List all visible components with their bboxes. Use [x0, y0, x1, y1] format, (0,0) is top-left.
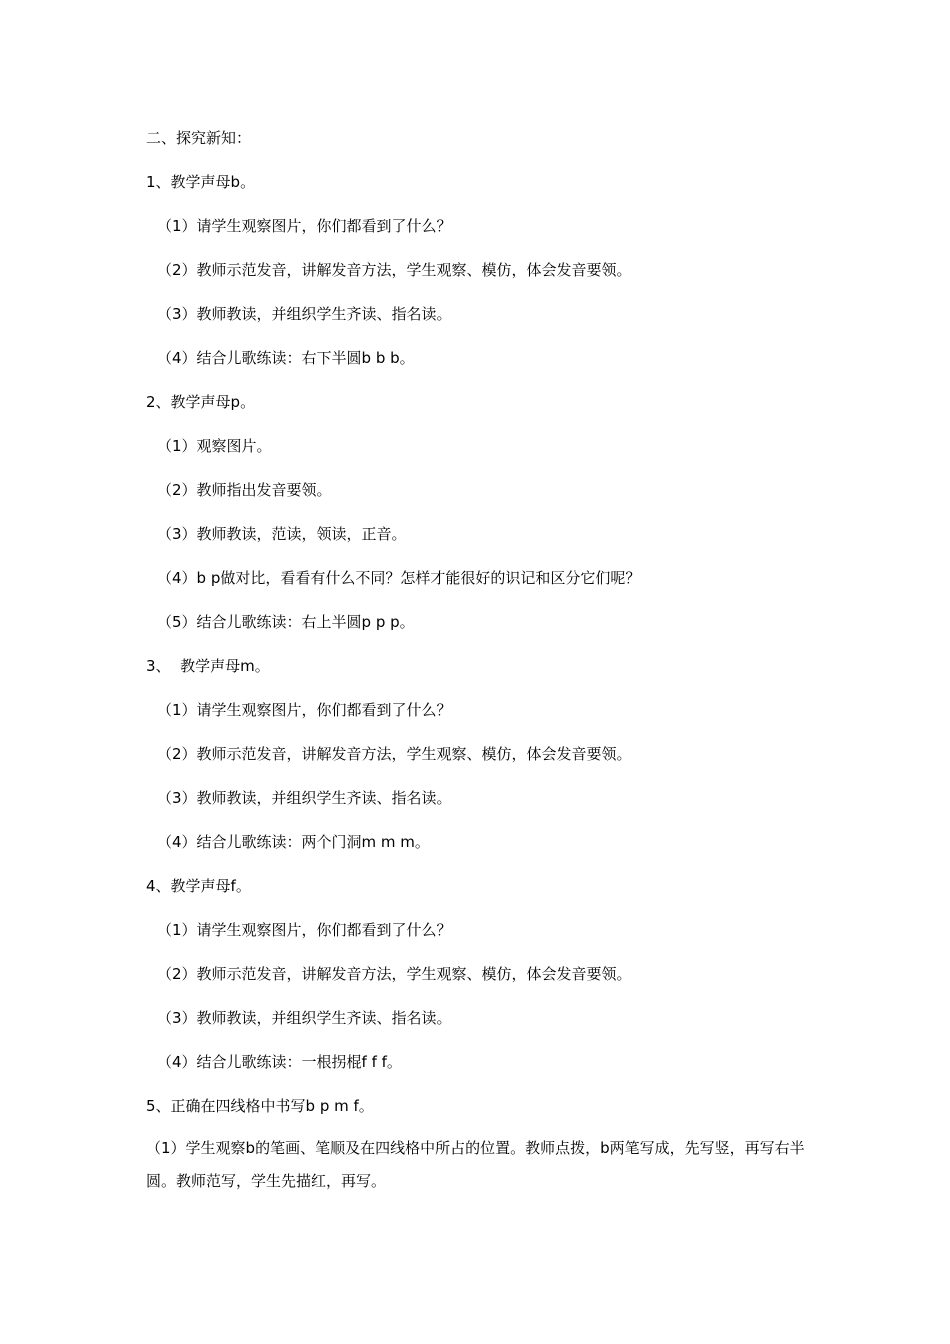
- step-line: （4）结合儿歌练读：一根拐棍f f f。: [157, 1053, 402, 1071]
- section-heading: 二、探究新知：: [146, 129, 252, 147]
- step-line: （1）请学生观察图片，你们都看到了什么？: [157, 701, 452, 719]
- step-line: （4）结合儿歌练读：两个门洞m m m。: [157, 833, 430, 851]
- item-heading-writing: 5、正确在四线格中书写b p m f。: [146, 1097, 374, 1115]
- step-line: （2）教师示范发音，讲解发音方法，学生观察、模仿，体会发音要领。: [157, 965, 632, 983]
- step-line: （4）结合儿歌练读：右下半圆b b b。: [157, 349, 415, 367]
- step-line: （3）教师教读，并组织学生齐读、指名读。: [157, 1009, 452, 1027]
- item-heading-b: 1、教学声母b。: [146, 173, 256, 191]
- step-line: （2）教师示范发音，讲解发音方法，学生观察、模仿，体会发音要领。: [157, 261, 632, 279]
- step-line: （1）观察图片。: [157, 437, 272, 455]
- item-heading-p: 2、教学声母p。: [146, 393, 256, 411]
- step-line: （3）教师教读，并组织学生齐读、指名读。: [157, 789, 452, 807]
- step-line: （3）教师教读，范读，领读，正音。: [157, 525, 407, 543]
- step-line: （3）教师教读，并组织学生齐读、指名读。: [157, 305, 452, 323]
- item-heading-m: 3、 教学声母m。: [146, 657, 270, 675]
- step-line: （5）结合儿歌练读：右上半圆p p p。: [157, 613, 415, 631]
- step-line: （2）教师示范发音，讲解发音方法，学生观察、模仿，体会发音要领。: [157, 745, 632, 763]
- step-line: （1）请学生观察图片，你们都看到了什么？: [157, 921, 452, 939]
- step-line: （4）b p做对比，看看有什么不同？怎样才能很好的识记和区分它们呢？: [157, 569, 641, 587]
- step-line: （2）教师指出发音要领。: [157, 481, 332, 499]
- step-line: （1）请学生观察图片，你们都看到了什么？: [157, 217, 452, 235]
- writing-paragraph: （1）学生观察b的笔画、笔顺及在四线格中所占的位置。教师点拨，b两笔写成，先写竖，再写右半圆。教师范写，学生先描红，再写。: [146, 1139, 805, 1190]
- item-heading-f: 4、教学声母f。: [146, 877, 251, 895]
